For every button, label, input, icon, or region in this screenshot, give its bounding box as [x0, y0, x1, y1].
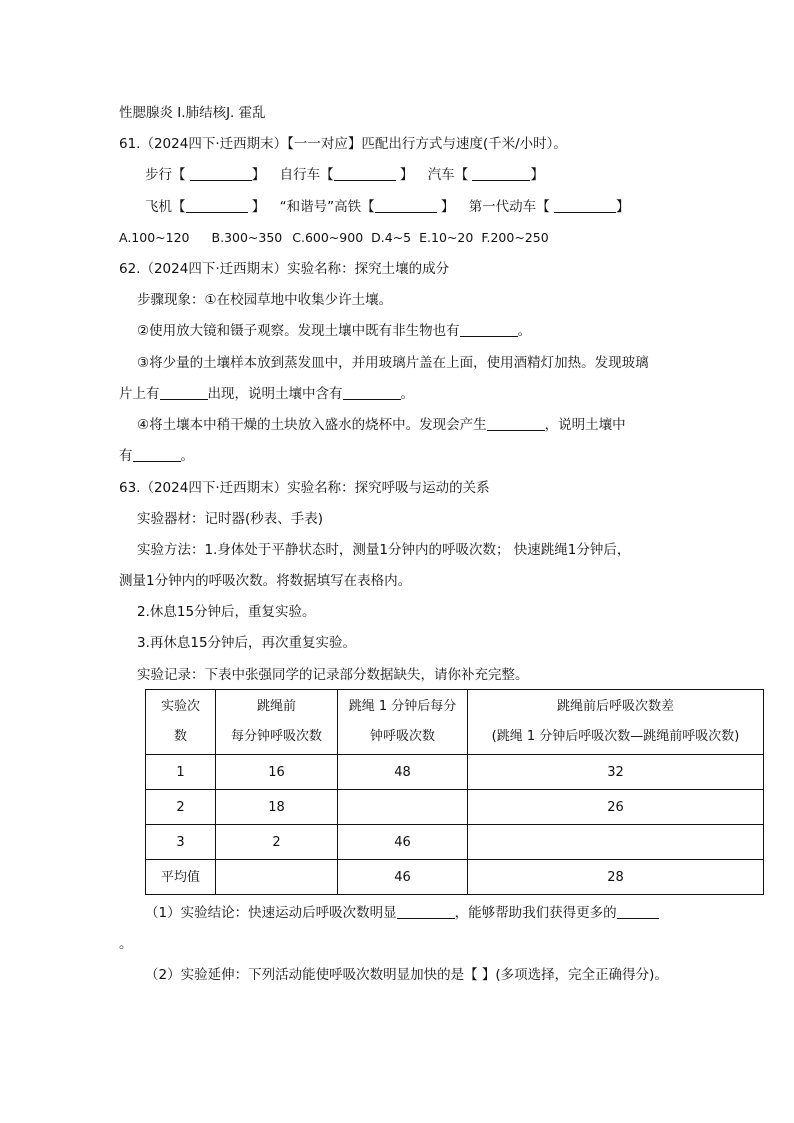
q61-match-row-2 [145, 197, 639, 217]
table-row [146, 860, 764, 895]
table-cell: 3 [146, 825, 216, 860]
answer-blank[interactable] [375, 198, 437, 213]
table-cell: 46 [338, 825, 468, 860]
answer-blank[interactable] [554, 198, 616, 213]
table-cell: 48 [338, 755, 468, 790]
header-after: 跳绳 1 分钟后每分 钟呼吸次数 [338, 690, 468, 755]
q61-options [119, 228, 557, 248]
q62-step-4-cont: 有 。 [119, 448, 194, 464]
q63-title: 63.（2024四下·迁西期末）实验名称：探究呼吸与运动的关系 [119, 480, 490, 496]
match-item-walk: 步行【 】 [145, 167, 266, 183]
table-cell: 平均值 [146, 860, 216, 895]
match-item-car: 汽车【 】 [427, 167, 544, 183]
table-cell: 32 [468, 755, 764, 790]
q63-method-1-cont: 测量1分钟内的呼吸次数。将数据填写在表格内。 [119, 573, 412, 589]
q63-extension: （2）实验延伸：下列活动能使呼吸次数明显加快的是【 】(多项选择，完全正确得分)。 [145, 967, 668, 983]
header-before: 跳绳前 每分钟呼吸次数 [216, 690, 338, 755]
q62-step-4: ④将土壤本中稍干燥的土块放入盛水的烧杯中。发现会产生 ，说明土壤中 [137, 417, 626, 433]
answer-blank[interactable] [186, 198, 248, 213]
answer-blank[interactable] [460, 322, 518, 337]
option-f: F.200~250 [481, 230, 549, 245]
header-diff: 跳绳前后呼吸次数差 (跳绳 1 分钟后呼吸次数—跳绳前呼吸次数) [468, 690, 764, 755]
table-cell: 18 [216, 790, 338, 825]
answer-blank[interactable] [487, 416, 545, 431]
option-a: A.100~120 [119, 230, 190, 245]
table-cell: 2 [146, 790, 216, 825]
q63-method-1: 实验方法：1.身体处于平静状态时，测量1分钟内的呼吸次数； 快速跳绳1分钟后， [137, 542, 631, 558]
answer-blank[interactable] [133, 447, 181, 462]
top-line: 性腮腺炎 I.肺结核J. 霍乱 [119, 105, 266, 121]
q62-step-3-cont: 片上有 出现，说明土壤中含有 。 [119, 386, 414, 402]
table-header-row [146, 690, 764, 755]
answer-blank[interactable] [617, 904, 659, 919]
q62-step-1: 步骤现象：①在校园草地中收集少许土壤。 [137, 292, 393, 308]
table-cell-blank[interactable] [338, 790, 468, 825]
option-d: D.4~5 [371, 230, 412, 245]
table-cell: 28 [468, 860, 764, 895]
option-e: E.10~20 [419, 230, 474, 245]
table-row [146, 790, 764, 825]
q62-title: 62.（2024四下·迁西期末）实验名称：探究土壤的成分 [119, 261, 450, 277]
header-trial: 实验次 数 [146, 690, 216, 755]
q61-match-row-1 [145, 165, 554, 185]
q63-method-2: 2.休息15分钟后，重复实验。 [137, 604, 316, 620]
table-row [146, 825, 764, 860]
table-cell-blank[interactable] [468, 825, 764, 860]
table-row [146, 755, 764, 790]
q62-step-3: ③将少量的土壤样本放到蒸发皿中，并用玻璃片盖在上面，使用酒精灯加热。发现玻璃 [137, 355, 649, 371]
answer-blank[interactable] [343, 385, 401, 400]
q63-conclusion: （1）实验结论：快速运动后呼吸次数明显 ，能够帮助我们获得更多的 [145, 903, 659, 923]
match-item-plane: 飞机【 】 [145, 199, 266, 215]
record-table [145, 689, 764, 895]
q63-equipment: 实验器材：记时器(秒表、手表) [137, 511, 324, 527]
answer-blank[interactable] [190, 166, 252, 181]
option-b: B.300~350 [211, 230, 283, 245]
q62-step-2: ②使用放大镜和镊子观察。发现土壤中既有非生物也有 。 [137, 323, 532, 339]
table-cell: 2 [216, 825, 338, 860]
q63-record: 实验记录：下表中张强同学的记录部分数据缺失，请你补充完整。 [137, 667, 529, 683]
table-cell: 26 [468, 790, 764, 825]
answer-blank[interactable] [397, 904, 455, 919]
table-cell: 1 [146, 755, 216, 790]
q63-conclusion-end: 。 [119, 936, 133, 952]
match-item-bicycle: 自行车【 】 [279, 167, 414, 183]
answer-blank[interactable] [334, 166, 396, 181]
match-item-emu: 第一代动车【 】 [468, 199, 630, 215]
table-cell: 16 [216, 755, 338, 790]
q63-method-3: 3.再休息15分钟后，再次重复实验。 [137, 635, 357, 651]
answer-blank[interactable] [160, 385, 208, 400]
table-cell: 46 [338, 860, 468, 895]
table-cell-blank[interactable] [216, 860, 338, 895]
match-item-crh: “和谐号”高铁【 】 [279, 199, 455, 215]
option-c: C.600~900 [292, 230, 364, 245]
q61-title: 61.（2024四下·迁西期末）【一一对应】匹配出行方式与速度(千米/小时）。 [119, 136, 567, 152]
answer-blank[interactable] [472, 166, 530, 181]
